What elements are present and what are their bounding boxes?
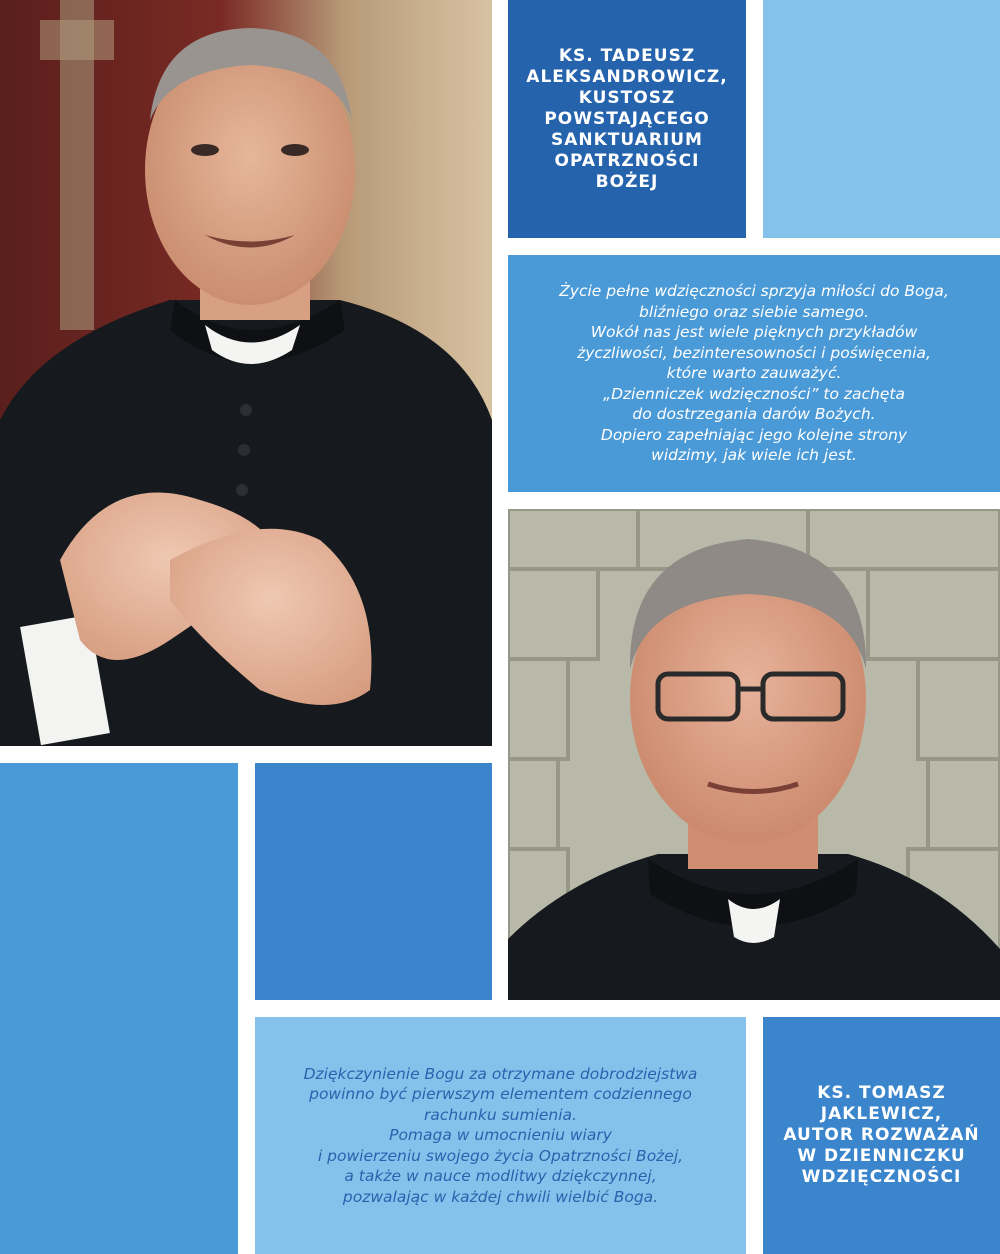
decorative-tile-medium (0, 763, 238, 1254)
quote-line: Wokół nas jest wiele pięknych przykładów (590, 323, 918, 342)
quote-line: Życie pełne wdzięczności sprzyja miłości do Boga, (559, 282, 949, 301)
caption-line: WDZIĘCZNOŚCI (801, 1167, 962, 1187)
caption-tadeusz (508, 0, 746, 238)
caption-line: BOŻEJ (595, 171, 659, 192)
caption-line: KUSTOSZ (578, 87, 676, 108)
caption-line: SANKTUARIUM (551, 129, 703, 150)
quote-line: a także w nauce modlitwy dziękczynnej, (344, 1167, 657, 1186)
caption-line: W DZIENNICZKU (797, 1146, 966, 1166)
caption-line: JAKLEWICZ, (820, 1104, 943, 1124)
portrait-tadeusz-illustration (0, 0, 492, 746)
quote-line: do dostrzegania darów Bożych. (632, 405, 876, 424)
caption-line: AUTOR ROZWAŻAŃ (783, 1125, 980, 1145)
quote-line: i powierzeniu swojego życia Opatrzności Bożej, (317, 1146, 684, 1165)
quote-gratitude-top (508, 255, 1000, 492)
portrait-tomasz-illustration (508, 509, 1000, 1000)
caption-line: OPATRZNOŚCI (554, 150, 700, 171)
quote-gratitude-bottom (255, 1017, 746, 1254)
portrait-photo-tadeusz (0, 0, 492, 746)
caption-line: ALEKSANDROWICZ, (526, 66, 728, 87)
quote-line: widzimy, jak wiele ich jest. (651, 446, 857, 465)
decorative-tile-light (763, 0, 1000, 238)
quote-line: „Dzienniczek wdzięczności” to zachęta (603, 384, 905, 403)
caption-tomasz (763, 1017, 1000, 1254)
quote-line: życzliwości, bezinteresowności i poświęcenia, (577, 343, 931, 362)
caption-line: KS. TOMASZ (817, 1083, 946, 1103)
portrait-photo-tomasz (508, 509, 1000, 1000)
decorative-tile-dark (255, 763, 492, 1000)
quote-line: Dopiero zapełniając jego kolejne strony (600, 425, 908, 444)
quote-line: które warto zauważyć. (666, 364, 842, 383)
caption-line: KS. TADEUSZ (558, 45, 696, 66)
quote-line: powinno być pierwszym elementem codziennego (309, 1085, 692, 1104)
quote-line: Pomaga w umocnieniu wiary (389, 1126, 612, 1145)
quote-line: rachunku sumienia. (424, 1105, 577, 1124)
caption-line: POWSTAJĄCEGO (544, 108, 710, 129)
quote-line: bliźniego oraz siebie samego. (639, 302, 869, 321)
quote-line: pozwalając w każdej chwili wielbić Boga. (342, 1187, 659, 1206)
quote-line: Dziękczynienie Bogu za otrzymane dobrodziejstwa (303, 1064, 698, 1083)
